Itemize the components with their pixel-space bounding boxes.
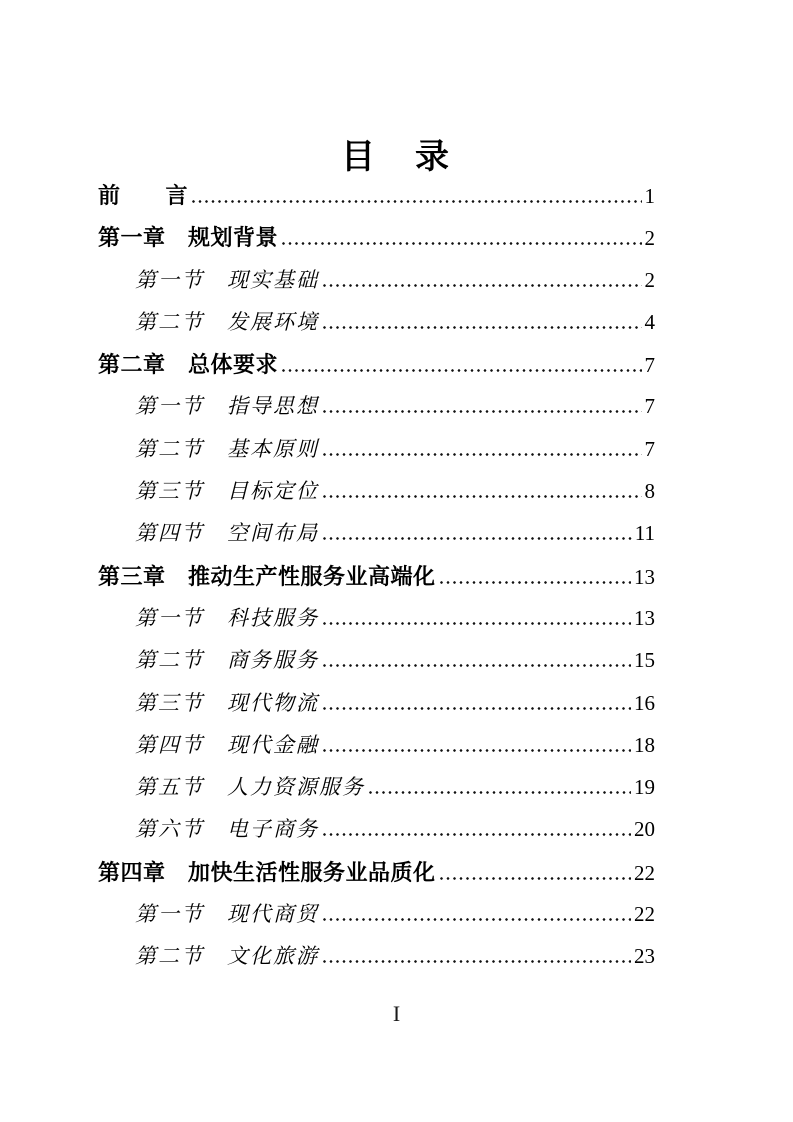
dot-leader <box>282 242 641 245</box>
dot-leader <box>440 877 631 880</box>
toc-entry-label: 第二节 文化旅游 <box>135 944 319 969</box>
dot-leader <box>369 791 631 794</box>
toc-entry-page: 22 <box>634 902 655 927</box>
toc-entry[interactable] <box>98 433 655 475</box>
toc-entry-label: 第一节 科技服务 <box>135 605 319 630</box>
toc-entry-label: 第一节 现实基础 <box>135 267 319 292</box>
dot-leader <box>323 749 631 752</box>
toc-entry[interactable] <box>98 306 655 348</box>
dot-leader <box>323 410 642 413</box>
footer-page-number: I <box>392 1001 401 1026</box>
toc-entry-page: 7 <box>644 394 655 419</box>
toc-entry-page: 13 <box>634 564 655 589</box>
dot-leader <box>323 707 631 710</box>
toc-entry-label: 第一节 指导思想 <box>135 394 319 419</box>
toc-entry-page: 11 <box>634 521 655 546</box>
dot-leader <box>323 622 631 625</box>
toc-entry-page: 20 <box>634 817 655 842</box>
toc-entry-page: 4 <box>644 309 655 334</box>
toc-entry-page: 2 <box>644 267 655 292</box>
toc-entry[interactable] <box>98 475 655 517</box>
toc-entry[interactable] <box>98 179 655 221</box>
dot-leader <box>282 369 641 372</box>
toc-entry-label: 第二节 商务服务 <box>135 648 319 673</box>
dot-leader <box>323 537 632 540</box>
toc-entry[interactable] <box>98 560 655 602</box>
toc-entry-label: 第四节 现代金融 <box>135 732 319 757</box>
toc-entry[interactable] <box>98 771 655 813</box>
toc-entry-page: 7 <box>644 436 655 461</box>
toc-entry-label: 第三节 目标定位 <box>135 479 319 504</box>
dot-leader <box>192 200 641 203</box>
toc-entry[interactable] <box>98 940 655 982</box>
toc-entry-page: 15 <box>634 648 655 673</box>
toc-entry-page: 23 <box>634 944 655 969</box>
toc-entry-label: 第一节 现代商贸 <box>135 902 319 927</box>
toc-entry[interactable] <box>98 644 655 686</box>
toc-entry-page: 16 <box>634 690 655 715</box>
dot-leader <box>440 581 631 584</box>
page-title: 目 录 <box>341 138 452 176</box>
toc-entry-page: 7 <box>644 353 655 378</box>
toc-entry-page: 2 <box>644 226 655 251</box>
toc-entry[interactable] <box>98 602 655 644</box>
dot-leader <box>323 918 631 921</box>
toc-entry[interactable] <box>98 729 655 771</box>
toc-entry-label: 第二节 基本原则 <box>135 436 319 461</box>
toc-entry-label: 第一章 规划背景 <box>98 225 279 251</box>
dot-leader <box>323 833 631 836</box>
toc-entry[interactable] <box>98 221 655 263</box>
dot-leader <box>323 326 642 329</box>
toc-entry-label: 第四章 加快生活性服务业品质化 <box>98 859 436 885</box>
toc-entry-page: 22 <box>634 860 655 885</box>
toc-entry[interactable] <box>98 898 655 940</box>
dot-leader <box>323 284 642 287</box>
toc-entry-page: 13 <box>634 605 655 630</box>
toc-entry-page: 8 <box>644 479 655 504</box>
toc-entry-label: 第三章 推动生产性服务业高端化 <box>98 563 436 589</box>
dot-leader <box>323 664 631 667</box>
toc-entry[interactable] <box>98 856 655 898</box>
toc-entry-label: 第二节 发展环境 <box>135 309 319 334</box>
toc-entry-label: 第二章 总体要求 <box>98 352 279 378</box>
toc-entry-label: 第三节 现代物流 <box>135 690 319 715</box>
toc-entry-page: 19 <box>634 775 655 800</box>
toc-entry[interactable] <box>98 517 655 559</box>
toc-entry[interactable] <box>98 390 655 432</box>
toc-entry[interactable] <box>98 264 655 306</box>
toc-entry-page: 18 <box>634 732 655 757</box>
toc-entry[interactable] <box>98 687 655 729</box>
dot-leader <box>323 960 631 963</box>
toc-list <box>98 179 655 983</box>
toc-entry-label: 第四节 空间布局 <box>135 521 319 546</box>
toc-entry[interactable] <box>98 348 655 390</box>
toc-entry-label: 前 言 <box>98 183 189 208</box>
toc-entry[interactable] <box>98 813 655 855</box>
dot-leader <box>323 495 642 498</box>
toc-entry-page: 1 <box>644 184 655 208</box>
dot-leader <box>323 453 642 456</box>
toc-entry-label: 第五节 人力资源服务 <box>135 775 365 800</box>
toc-entry-label: 第六节 电子商务 <box>135 817 319 842</box>
